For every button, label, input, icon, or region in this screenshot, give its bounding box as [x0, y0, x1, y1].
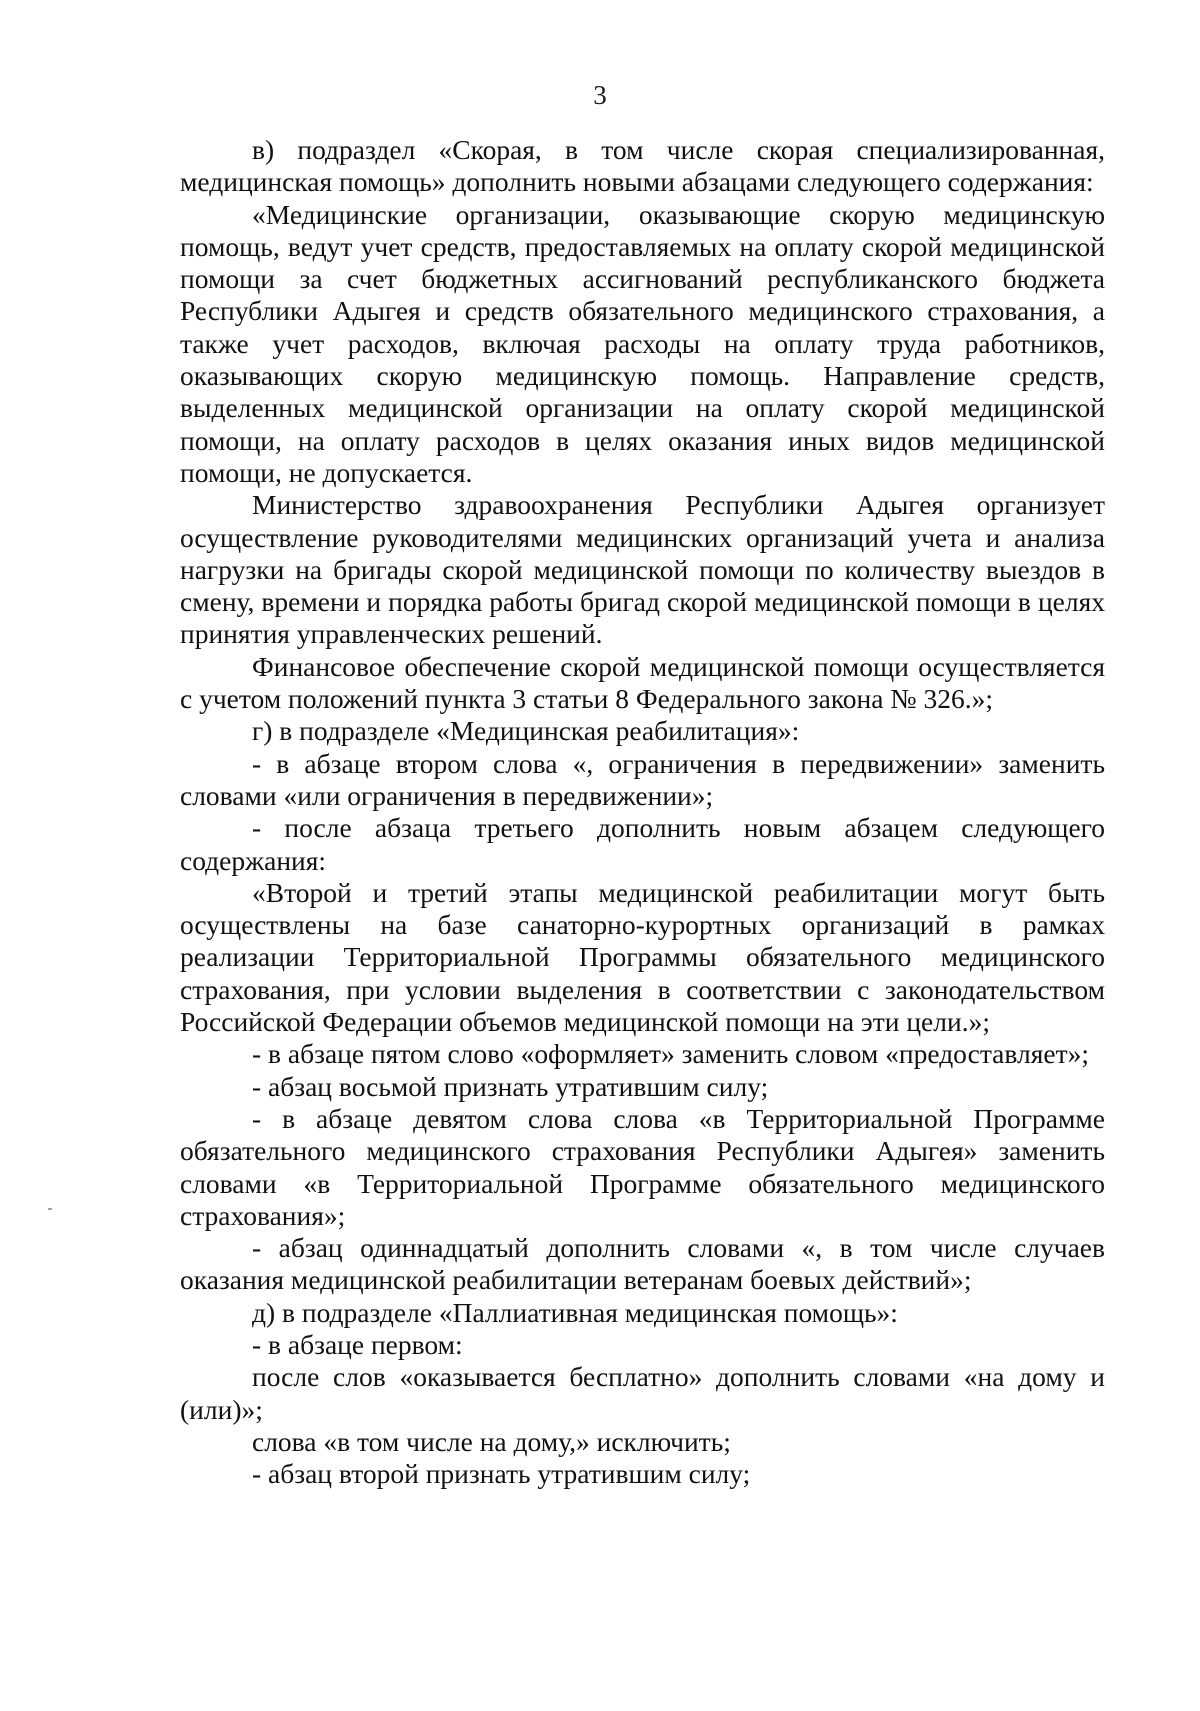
paragraph: - в абзаце девятом слова слова «в Территориальной Программе обязательного медицинского страхования Республики Адыгея» заменить словами «в Территориальной Программе обязательного медицинского страхования»;	[180, 1102, 1105, 1231]
page-number: 3	[593, 80, 607, 110]
paragraph: после слов «оказывается бесплатно» дополнить словами «на дому и (или)»;	[180, 1361, 1105, 1425]
paragraph: - после абзаца третьего дополнить новым абзацем следующего содержания:	[180, 812, 1105, 876]
document-body	[180, 134, 1105, 1490]
paragraph: - в абзаце втором слова «, ограничения в передвижении» заменить словами «или ограничения в передвижении»;	[180, 747, 1105, 811]
paragraph: д) в подразделе «Паллиативная медицинская помощь»:	[252, 1296, 898, 1328]
paragraph: Министерство здравоохранения Республики Адыгея организует осуществление руководителями медицинских организаций учета и анализа нагрузки на бригады скорой медицинской помощи по количеству выездов в смену, времени и порядка работы бригад скорой медицинской помощи в целях принятия управленческих решений.	[180, 489, 1105, 650]
paragraph: в) подраздел «Скорая, в том числе скорая специализированная, медицинская помощь» дополнить новыми абзацами следующего содержания:	[180, 134, 1105, 198]
paragraph: «Медицинские организации, оказывающие скорую медицинскую помощь, ведут учет средств, предоставляемых на оплату скорой медицинской помощи за счет бюджетных ассигнований республиканского бюджета Республики Адыгея и средств обязательного медицинского страхования, а также учет расходов, включая расходы на оплату труда работников, оказывающих скорую медицинскую помощь. Направление средств, выделенных медицинской организации на оплату скорой медицинской помощи, на оплату расходов в целях оказания иных видов медицинской помощи, не допускается.	[180, 198, 1105, 488]
paragraph: «Второй и третий этапы медицинской реабилитации могут быть осуществлены на базе санаторно-курортных организаций в рамках реализации Территориальной Программы обязательного медицинского страхования, при условии выделения в соответствии с законодательством Российской Федерации объемов медицинской помощи на эти цели.»;	[180, 876, 1105, 1038]
scan-speck	[48, 1208, 52, 1210]
paragraph: слова «в том числе на дому,» исключить;	[252, 1425, 731, 1457]
paragraph: - в абзаце первом:	[252, 1328, 463, 1360]
paragraph: - абзац одиннадцатый дополнить словами «, в том числе случаев оказания медицинской реабилитации ветеранам боевых действий»;	[180, 1232, 1105, 1296]
paragraph: - абзац восьмой признать утратившим силу;	[252, 1070, 769, 1102]
paragraph: - абзац второй признать утратившим силу;	[252, 1458, 751, 1490]
paragraph: г) в подразделе «Медицинская реабилитация»:	[252, 715, 800, 747]
paragraph: Финансовое обеспечение скорой медицинской помощи осуществляется с учетом положений пункта 3 статьи 8 Федерального закона № 326.»;	[180, 650, 1105, 715]
paragraph: - в абзаце пятом слово «оформляет» заменить словом «предоставляет»;	[252, 1038, 1089, 1070]
